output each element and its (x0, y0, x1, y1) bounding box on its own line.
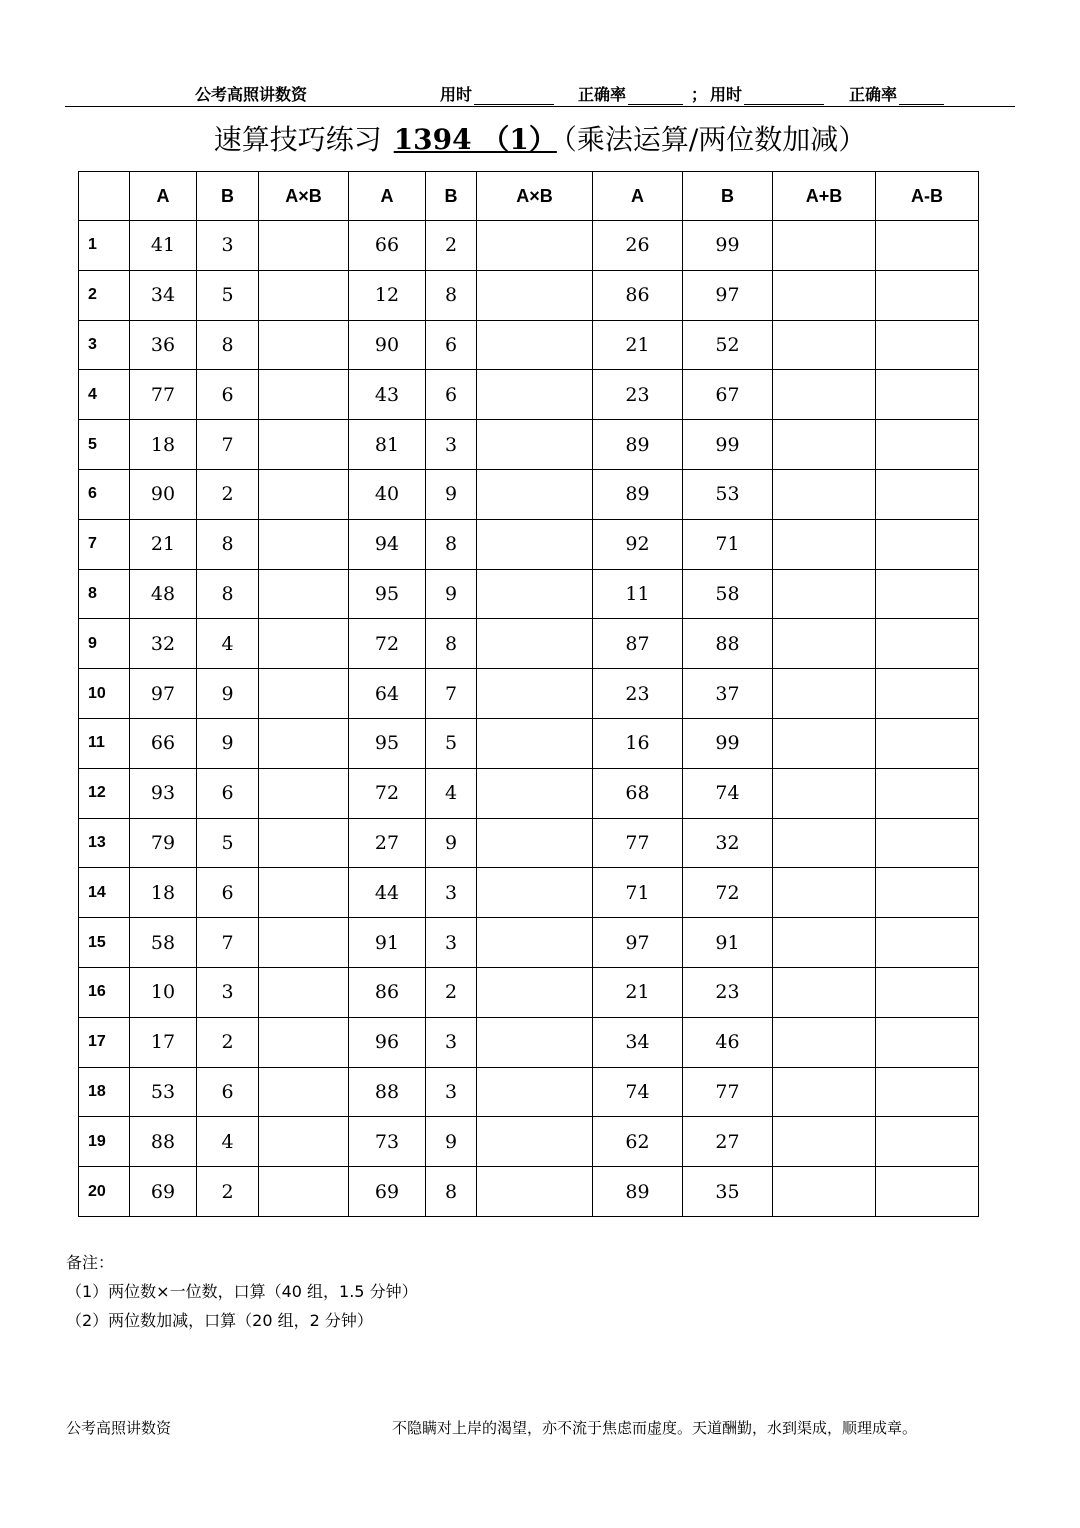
operand-cell: 87 (593, 619, 683, 669)
operand-cell: 7 (197, 918, 259, 968)
table-row (79, 818, 979, 868)
notes-line-1: （1）两位数×一位数，口算（40 组，1.5 分钟） (66, 1282, 418, 1301)
answer-cell[interactable] (259, 967, 349, 1017)
header-cell: A (593, 172, 683, 221)
operand-cell: 97 (130, 669, 197, 719)
operand-cell: 6 (197, 768, 259, 818)
row-number: 10 (79, 669, 130, 719)
operand-cell: 67 (683, 370, 773, 420)
operand-cell: 2 (197, 1167, 259, 1217)
answer-cell[interactable] (259, 370, 349, 420)
operand-cell: 32 (683, 818, 773, 868)
row-number: 14 (79, 868, 130, 918)
answer-cell[interactable] (773, 718, 876, 768)
answer-cell[interactable] (259, 669, 349, 719)
operand-cell: 35 (683, 1167, 773, 1217)
operand-cell: 9 (426, 818, 477, 868)
operand-cell: 32 (130, 619, 197, 669)
operand-cell: 18 (130, 868, 197, 918)
table-row (79, 519, 979, 569)
operand-cell: 40 (349, 469, 426, 519)
operand-cell: 6 (426, 370, 477, 420)
operand-cell: 34 (130, 270, 197, 320)
operand-cell: 21 (593, 320, 683, 370)
operand-cell: 88 (683, 619, 773, 669)
row-number: 17 (79, 1017, 130, 1067)
operand-cell: 89 (593, 420, 683, 470)
answer-cell[interactable] (876, 519, 979, 569)
separator: ； (691, 85, 708, 104)
table-row (79, 1117, 979, 1167)
row-number: 5 (79, 420, 130, 470)
answer-cell[interactable] (876, 967, 979, 1017)
table-row (79, 619, 979, 669)
title-suffix: （乘法运算/两位数加减） (562, 123, 867, 156)
answer-cell[interactable] (773, 519, 876, 569)
operand-cell: 4 (197, 1117, 259, 1167)
operand-cell: 72 (349, 768, 426, 818)
answer-cell[interactable] (477, 1017, 593, 1067)
operand-cell: 5 (197, 818, 259, 868)
answer-cell[interactable] (876, 1017, 979, 1067)
operand-cell: 9 (197, 669, 259, 719)
answer-cell[interactable] (876, 469, 979, 519)
table-row (79, 270, 979, 320)
table-row (79, 469, 979, 519)
header-cell: B (197, 172, 259, 221)
operand-cell: 41 (130, 221, 197, 271)
answer-cell[interactable] (259, 569, 349, 619)
operand-cell: 16 (593, 718, 683, 768)
footer-brand: 公考高照讲数资 (66, 1419, 172, 1437)
time-blank-2[interactable] (744, 88, 824, 105)
operand-cell: 2 (197, 469, 259, 519)
answer-cell[interactable] (876, 768, 979, 818)
operand-cell: 21 (130, 519, 197, 569)
operand-cell: 48 (130, 569, 197, 619)
operand-cell: 93 (130, 768, 197, 818)
operand-cell: 8 (426, 270, 477, 320)
row-number: 8 (79, 569, 130, 619)
notes-line-2: （2）两位数加减，口算（20 组，2 分钟） (66, 1311, 373, 1330)
operand-cell: 79 (130, 818, 197, 868)
operand-cell: 3 (197, 221, 259, 271)
time-blank-1[interactable] (474, 88, 554, 105)
operand-cell: 6 (197, 868, 259, 918)
answer-cell[interactable] (259, 918, 349, 968)
answer-cell[interactable] (259, 1017, 349, 1067)
operand-cell: 9 (426, 569, 477, 619)
answer-cell[interactable] (876, 619, 979, 669)
operand-cell: 5 (426, 718, 477, 768)
operand-cell: 12 (349, 270, 426, 320)
answer-cell[interactable] (773, 768, 876, 818)
operand-cell: 72 (683, 868, 773, 918)
header-brand: 公考高照讲数资 (195, 85, 308, 104)
operand-cell: 86 (593, 270, 683, 320)
answer-cell[interactable] (477, 818, 593, 868)
time-field-1[interactable] (440, 82, 554, 105)
answer-cell[interactable] (773, 1067, 876, 1117)
answer-cell[interactable] (773, 669, 876, 719)
operand-cell: 8 (197, 320, 259, 370)
operand-cell: 88 (349, 1067, 426, 1117)
operand-cell: 18 (130, 420, 197, 470)
row-number: 11 (79, 718, 130, 768)
operand-cell: 46 (683, 1017, 773, 1067)
answer-cell[interactable] (773, 1167, 876, 1217)
accuracy-label-1: 正确率 (578, 85, 627, 104)
operand-cell: 8 (426, 519, 477, 569)
operand-cell: 8 (197, 569, 259, 619)
table-header-row (79, 172, 979, 221)
row-number: 18 (79, 1067, 130, 1117)
operand-cell: 34 (593, 1017, 683, 1067)
row-number: 7 (79, 519, 130, 569)
title-prefix: 速算技巧练习 (213, 123, 382, 156)
operand-cell: 27 (683, 1117, 773, 1167)
operand-cell: 9 (197, 718, 259, 768)
operand-cell: 6 (426, 320, 477, 370)
answer-cell[interactable] (773, 1017, 876, 1067)
answer-cell[interactable] (876, 420, 979, 470)
table-row (79, 669, 979, 719)
operand-cell: 58 (130, 918, 197, 968)
operand-cell: 77 (683, 1067, 773, 1117)
operand-cell: 21 (593, 967, 683, 1017)
row-number: 4 (79, 370, 130, 420)
answer-cell[interactable] (477, 768, 593, 818)
header-cell: A-B (876, 172, 979, 221)
operand-cell: 71 (683, 519, 773, 569)
operand-cell: 17 (130, 1017, 197, 1067)
operand-cell: 97 (683, 270, 773, 320)
header-cell: A+B (773, 172, 876, 221)
operand-cell: 3 (426, 420, 477, 470)
header-cell (79, 172, 130, 221)
operand-cell: 8 (426, 619, 477, 669)
operand-cell: 7 (197, 420, 259, 470)
answer-cell[interactable] (259, 1167, 349, 1217)
operand-cell: 3 (426, 918, 477, 968)
answer-cell[interactable] (259, 221, 349, 271)
operand-cell: 2 (426, 967, 477, 1017)
operand-cell: 99 (683, 420, 773, 470)
answer-cell[interactable] (773, 868, 876, 918)
operand-cell: 94 (349, 519, 426, 569)
table-row (79, 420, 979, 470)
table-row (79, 868, 979, 918)
operand-cell: 95 (349, 569, 426, 619)
answer-cell[interactable] (259, 420, 349, 470)
answer-cell[interactable] (477, 569, 593, 619)
operand-cell: 99 (683, 221, 773, 271)
answer-cell[interactable] (259, 320, 349, 370)
operand-cell: 97 (593, 918, 683, 968)
row-number: 12 (79, 768, 130, 818)
operand-cell: 74 (593, 1067, 683, 1117)
operand-cell: 27 (349, 818, 426, 868)
operand-cell: 74 (683, 768, 773, 818)
answer-cell[interactable] (876, 1167, 979, 1217)
operand-cell: 95 (349, 718, 426, 768)
row-number: 16 (79, 967, 130, 1017)
operand-cell: 73 (349, 1117, 426, 1167)
operand-cell: 44 (349, 868, 426, 918)
operand-cell: 99 (683, 718, 773, 768)
answer-cell[interactable] (773, 420, 876, 470)
operand-cell: 86 (349, 967, 426, 1017)
operand-cell: 23 (593, 370, 683, 420)
answer-cell[interactable] (477, 967, 593, 1017)
table-row (79, 320, 979, 370)
answer-cell[interactable] (477, 519, 593, 569)
operand-cell: 6 (197, 370, 259, 420)
operand-cell: 69 (349, 1167, 426, 1217)
operand-cell: 8 (426, 1167, 477, 1217)
answer-cell[interactable] (259, 768, 349, 818)
table-row (79, 370, 979, 420)
table-row (79, 1017, 979, 1067)
answer-cell[interactable] (773, 619, 876, 669)
operand-cell: 88 (130, 1117, 197, 1167)
answer-cell[interactable] (259, 270, 349, 320)
operand-cell: 36 (130, 320, 197, 370)
row-number: 3 (79, 320, 130, 370)
operand-cell: 26 (593, 221, 683, 271)
operand-cell: 90 (349, 320, 426, 370)
operand-cell: 3 (197, 967, 259, 1017)
answer-cell[interactable] (259, 868, 349, 918)
answer-cell[interactable] (477, 918, 593, 968)
row-number: 9 (79, 619, 130, 669)
answer-cell[interactable] (477, 221, 593, 271)
accuracy-blank-2[interactable] (899, 88, 944, 105)
operand-cell: 89 (593, 1167, 683, 1217)
notes-heading: 备注： (66, 1253, 115, 1272)
answer-cell[interactable] (259, 1117, 349, 1167)
operand-cell: 53 (130, 1067, 197, 1117)
operand-cell: 23 (593, 669, 683, 719)
operand-cell: 11 (593, 569, 683, 619)
operand-cell: 64 (349, 669, 426, 719)
answer-cell[interactable] (876, 868, 979, 918)
row-number: 6 (79, 469, 130, 519)
operand-cell: 4 (197, 619, 259, 669)
answer-cell[interactable] (773, 1117, 876, 1167)
answer-cell[interactable] (477, 868, 593, 918)
header-cell: A×B (259, 172, 349, 221)
table-row (79, 718, 979, 768)
table-row (79, 1067, 979, 1117)
table-row (79, 967, 979, 1017)
operand-cell: 96 (349, 1017, 426, 1067)
answer-cell[interactable] (876, 320, 979, 370)
operand-cell: 89 (593, 469, 683, 519)
answer-cell[interactable] (876, 569, 979, 619)
operand-cell: 37 (683, 669, 773, 719)
operand-cell: 2 (197, 1017, 259, 1067)
operand-cell: 23 (683, 967, 773, 1017)
answer-cell[interactable] (259, 818, 349, 868)
row-number: 19 (79, 1117, 130, 1167)
operand-cell: 6 (197, 1067, 259, 1117)
operand-cell: 69 (130, 1167, 197, 1217)
operand-cell: 58 (683, 569, 773, 619)
accuracy-label-2: 正确率 (849, 85, 898, 104)
operand-cell: 77 (593, 818, 683, 868)
row-number: 15 (79, 918, 130, 968)
operand-cell: 53 (683, 469, 773, 519)
operand-cell: 66 (349, 221, 426, 271)
answer-cell[interactable] (876, 370, 979, 420)
answer-cell[interactable] (876, 918, 979, 968)
operand-cell: 3 (426, 868, 477, 918)
answer-cell[interactable] (477, 1117, 593, 1167)
header-cell: A (130, 172, 197, 221)
row-number: 20 (79, 1167, 130, 1217)
operand-cell: 5 (197, 270, 259, 320)
answer-cell[interactable] (477, 469, 593, 519)
operand-cell: 3 (426, 1067, 477, 1117)
answer-cell[interactable] (773, 370, 876, 420)
operand-cell: 81 (349, 420, 426, 470)
page-title (0, 118, 1080, 158)
answer-cell[interactable] (876, 1067, 979, 1117)
operand-cell: 9 (426, 1117, 477, 1167)
time-field-2[interactable] (710, 82, 824, 105)
operand-cell: 62 (593, 1117, 683, 1167)
accuracy-blank-1[interactable] (628, 88, 683, 105)
operand-cell: 72 (349, 619, 426, 669)
table-row (79, 1167, 979, 1217)
table-row (79, 569, 979, 619)
answer-cell[interactable] (477, 370, 593, 420)
answer-cell[interactable] (773, 221, 876, 271)
operand-cell: 91 (349, 918, 426, 968)
row-number: 2 (79, 270, 130, 320)
time-label-1: 用时 (440, 85, 473, 104)
row-number: 13 (79, 818, 130, 868)
footer-motto: 不隐瞒对上岸的渴望，亦不流于焦虑而虚度。天道酬勤，水到渠成，顺理成章。 (392, 1419, 918, 1437)
header-cell: B (683, 172, 773, 221)
answer-cell[interactable] (477, 420, 593, 470)
answer-cell[interactable] (259, 718, 349, 768)
answer-cell[interactable] (259, 469, 349, 519)
operand-cell: 9 (426, 469, 477, 519)
answer-cell[interactable] (876, 669, 979, 719)
answer-cell[interactable] (773, 569, 876, 619)
accuracy-field-2[interactable] (849, 82, 944, 105)
header-bar (65, 78, 1015, 107)
practice-table (78, 171, 979, 1217)
answer-cell[interactable] (477, 1167, 593, 1217)
title-number: 1394 （1） (393, 123, 557, 156)
operand-cell: 8 (197, 519, 259, 569)
header-cell: A×B (477, 172, 593, 221)
row-number: 1 (79, 221, 130, 271)
answer-cell[interactable] (773, 818, 876, 868)
answer-cell[interactable] (773, 320, 876, 370)
table-row (79, 768, 979, 818)
operand-cell: 92 (593, 519, 683, 569)
answer-cell[interactable] (773, 270, 876, 320)
operand-cell: 68 (593, 768, 683, 818)
answer-cell[interactable] (477, 270, 593, 320)
answer-cell[interactable] (477, 619, 593, 669)
operand-cell: 71 (593, 868, 683, 918)
answer-cell[interactable] (477, 718, 593, 768)
answer-cell[interactable] (876, 718, 979, 768)
answer-cell[interactable] (477, 669, 593, 719)
answer-cell[interactable] (259, 619, 349, 669)
header-cell: B (426, 172, 477, 221)
operand-cell: 77 (130, 370, 197, 420)
operand-cell: 7 (426, 669, 477, 719)
time-label-2: 用时 (710, 85, 743, 104)
answer-cell[interactable] (477, 320, 593, 370)
table-row (79, 918, 979, 968)
answer-cell[interactable] (876, 270, 979, 320)
answer-cell[interactable] (773, 469, 876, 519)
operand-cell: 91 (683, 918, 773, 968)
operand-cell: 2 (426, 221, 477, 271)
header-cell: A (349, 172, 426, 221)
operand-cell: 90 (130, 469, 197, 519)
answer-cell[interactable] (773, 918, 876, 968)
answer-cell[interactable] (773, 967, 876, 1017)
answer-cell[interactable] (477, 1067, 593, 1117)
answer-cell[interactable] (876, 221, 979, 271)
answer-cell[interactable] (876, 1117, 979, 1167)
answer-cell[interactable] (259, 1067, 349, 1117)
operand-cell: 10 (130, 967, 197, 1017)
operand-cell: 52 (683, 320, 773, 370)
operand-cell: 66 (130, 718, 197, 768)
operand-cell: 3 (426, 1017, 477, 1067)
operand-cell: 43 (349, 370, 426, 420)
table-row (79, 221, 979, 271)
notes (66, 1248, 418, 1335)
accuracy-field-1[interactable] (578, 82, 683, 105)
answer-cell[interactable] (259, 519, 349, 569)
operand-cell: 4 (426, 768, 477, 818)
answer-cell[interactable] (876, 818, 979, 868)
